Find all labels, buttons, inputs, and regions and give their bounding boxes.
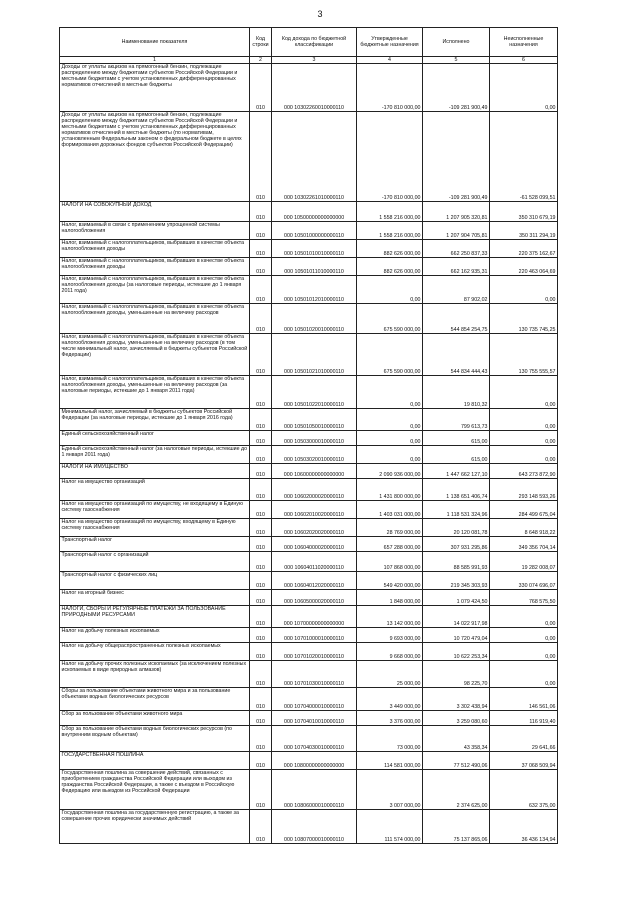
row-code: 010 xyxy=(250,726,272,752)
column-number: 4 xyxy=(357,57,423,64)
row-name: Транспортный налог с организаций xyxy=(60,552,250,572)
table-row xyxy=(60,240,558,258)
row-approved: 9 693 000,00 xyxy=(357,628,423,643)
row-classification-code: 000 10600000000000000 xyxy=(272,464,357,479)
row-approved: 657 288 000,00 xyxy=(357,537,423,552)
row-unexecuted: 0,00 xyxy=(490,661,558,688)
row-unexecuted: 284 499 675,04 xyxy=(490,501,558,519)
row-approved: 28 769 000,00 xyxy=(357,519,423,537)
row-code: 010 xyxy=(250,464,272,479)
table-body xyxy=(60,64,558,844)
row-approved: 3 449 000,00 xyxy=(357,688,423,711)
row-executed: 615,00 xyxy=(423,446,490,464)
row-code: 010 xyxy=(250,688,272,711)
table-row xyxy=(60,112,558,202)
row-code: 010 xyxy=(250,572,272,590)
row-code: 010 xyxy=(250,537,272,552)
row-executed: 19 810,32 xyxy=(423,376,490,409)
row-unexecuted: 0,00 xyxy=(490,431,558,446)
row-approved: 882 626 000,00 xyxy=(357,240,423,258)
row-unexecuted: 0,00 xyxy=(490,376,558,409)
row-approved: 25 000,00 xyxy=(357,661,423,688)
row-name: Единый сельскохозяйственный налог xyxy=(60,431,250,446)
row-code: 010 xyxy=(250,64,272,112)
row-approved: -170 810 000,00 xyxy=(357,112,423,202)
row-approved: 2 090 936 000,00 xyxy=(357,464,423,479)
row-code: 010 xyxy=(250,590,272,606)
row-name: Транспортный налог xyxy=(60,537,250,552)
column-number-row xyxy=(60,57,558,64)
row-approved: 1 431 800 000,00 xyxy=(357,479,423,501)
header-code: Код строки xyxy=(250,28,272,57)
row-executed: 3 259 080,60 xyxy=(423,711,490,726)
row-name: Налог на добычу прочих полезных ископаемых (за исключением полезных ископаемых в виде природных алмазов) xyxy=(60,661,250,688)
row-name: Сбор за пользование объектами водных биологических ресурсов (по внутренним водным объектам) xyxy=(60,726,250,752)
row-approved: 882 626 000,00 xyxy=(357,258,423,276)
row-unexecuted: 116 919,40 xyxy=(490,711,558,726)
table-row xyxy=(60,409,558,431)
table-row xyxy=(60,537,558,552)
row-name: НАЛОГИ НА ИМУЩЕСТВО xyxy=(60,464,250,479)
row-code: 010 xyxy=(250,276,272,304)
row-executed: 10 720 479,04 xyxy=(423,628,490,643)
row-executed: 2 374 625,00 xyxy=(423,770,490,810)
column-number: 5 xyxy=(423,57,490,64)
row-unexecuted: 146 561,06 xyxy=(490,688,558,711)
row-classification-code: 000 10604011020000110 xyxy=(272,552,357,572)
row-code: 010 xyxy=(250,376,272,409)
row-unexecuted: 0,00 xyxy=(490,628,558,643)
table-row xyxy=(60,590,558,606)
row-name: НАЛОГИ НА СОВОКУПНЫЙ ДОХОД xyxy=(60,202,250,222)
row-approved: 549 420 000,00 xyxy=(357,572,423,590)
row-executed: -109 281 900,49 xyxy=(423,112,490,202)
header-name: Наименование показателя xyxy=(60,28,250,57)
row-approved: 3 007 000,00 xyxy=(357,770,423,810)
row-classification-code: 000 10501022010000110 xyxy=(272,376,357,409)
row-classification-code: 000 10602000020000110 xyxy=(272,479,357,501)
row-classification-code: 000 10806000010000110 xyxy=(272,770,357,810)
table-row xyxy=(60,304,558,334)
row-approved: 0,00 xyxy=(357,446,423,464)
row-executed: 1 079 424,50 xyxy=(423,590,490,606)
table-row xyxy=(60,519,558,537)
table-row xyxy=(60,376,558,409)
table-row xyxy=(60,752,558,770)
row-classification-code: 000 10704010010000110 xyxy=(272,711,357,726)
row-code: 010 xyxy=(250,519,272,537)
row-code: 010 xyxy=(250,711,272,726)
row-name: Государственная пошлина за совершение действий, связанных с приобретением гражданства Российской Федерации или выходом из гражданства Российской Федерации, а также с въездом в Российскую Федерацию или выездом из Российской Федерации xyxy=(60,770,250,810)
row-name: НАЛОГИ, СБОРЫ И РЕГУЛЯРНЫЕ ПЛАТЕЖИ ЗА ПОЛЬЗОВАНИЕ ПРИРОДНЫМИ РЕСУРСАМИ xyxy=(60,606,250,628)
row-unexecuted: 0,00 xyxy=(490,446,558,464)
table-row xyxy=(60,726,558,752)
row-approved: 13 142 000,00 xyxy=(357,606,423,628)
column-number: 6 xyxy=(490,57,558,64)
row-name: Налог на имущество организаций по имуществу, входящему в Единую систему газоснабжения xyxy=(60,519,250,537)
row-code: 010 xyxy=(250,501,272,519)
row-approved: 1 558 216 000,00 xyxy=(357,222,423,240)
header-approved: Утвержденные бюджетные назначения xyxy=(357,28,423,57)
row-unexecuted: 0,00 xyxy=(490,276,558,304)
table-row xyxy=(60,770,558,810)
row-executed: 43 358,34 xyxy=(423,726,490,752)
row-unexecuted: 29 641,66 xyxy=(490,726,558,752)
row-executed: 88 585 991,93 xyxy=(423,552,490,572)
row-classification-code: 000 10501050010000110 xyxy=(272,409,357,431)
row-unexecuted: 8 648 918,22 xyxy=(490,519,558,537)
row-unexecuted: 632 375,00 xyxy=(490,770,558,810)
row-classification-code: 000 10503000010000110 xyxy=(272,431,357,446)
row-executed: 1 207 904 705,81 xyxy=(423,222,490,240)
row-name: Налог на добычу общераспространенных полезных ископаемых xyxy=(60,643,250,661)
table-header-row xyxy=(60,28,558,57)
row-code: 010 xyxy=(250,479,272,501)
row-code: 010 xyxy=(250,334,272,376)
table-row xyxy=(60,501,558,519)
row-code: 010 xyxy=(250,240,272,258)
column-number: 1 xyxy=(60,57,250,64)
row-executed: 10 622 253,34 xyxy=(423,643,490,661)
table-row xyxy=(60,431,558,446)
row-approved: 0,00 xyxy=(357,276,423,304)
row-name: Единый сельскохозяйственный налог (за налоговые периоды, истекшие до 1 января 2011 года) xyxy=(60,446,250,464)
row-classification-code: 000 10704030010000110 xyxy=(272,726,357,752)
row-classification-code: 000 10800000000000000 xyxy=(272,752,357,770)
row-executed: 544 834 444,43 xyxy=(423,334,490,376)
row-classification-code: 000 10501011010000110 xyxy=(272,258,357,276)
row-classification-code: 000 10500000000000000 xyxy=(272,202,357,222)
row-approved: -170 810 000,00 xyxy=(357,64,423,112)
row-executed: 615,00 xyxy=(423,431,490,446)
row-unexecuted: 19 282 008,07 xyxy=(490,552,558,572)
row-executed: 307 931 295,86 xyxy=(423,537,490,552)
row-code: 010 xyxy=(250,258,272,276)
table-row xyxy=(60,334,558,376)
row-name: Налог на имущество организаций xyxy=(60,479,250,501)
row-classification-code: 000 10501012010000110 xyxy=(272,276,357,304)
row-approved: 107 868 000,00 xyxy=(357,552,423,572)
row-name: Транспортный налог с физических лиц xyxy=(60,572,250,590)
row-classification-code: 000 10501020010000110 xyxy=(272,304,357,334)
row-unexecuted: 350 310 679,19 xyxy=(490,202,558,222)
row-unexecuted: 130 735 745,25 xyxy=(490,304,558,334)
row-approved: 9 668 000,00 xyxy=(357,643,423,661)
row-executed: 1 207 905 320,81 xyxy=(423,202,490,222)
row-classification-code: 000 10701000010000110 xyxy=(272,628,357,643)
row-name: Налог на игорный бизнес xyxy=(60,590,250,606)
row-classification-code: 000 10501000000000110 xyxy=(272,222,357,240)
row-name: Государственная пошлина за государственную регистрацию, а также за совершение прочих юридически значимых действий xyxy=(60,810,250,844)
row-classification-code: 000 10700000000000000 xyxy=(272,606,357,628)
row-code: 010 xyxy=(250,752,272,770)
row-executed: 3 302 438,94 xyxy=(423,688,490,711)
row-code: 010 xyxy=(250,606,272,628)
row-executed: 1 118 531 324,96 xyxy=(423,501,490,519)
row-executed: 544 854 254,75 xyxy=(423,304,490,334)
table-row xyxy=(60,202,558,222)
row-unexecuted: 37 068 509,94 xyxy=(490,752,558,770)
row-code: 010 xyxy=(250,222,272,240)
row-classification-code: 000 10602020020000110 xyxy=(272,519,357,537)
row-approved: 675 590 000,00 xyxy=(357,334,423,376)
row-executed: 219 345 303,93 xyxy=(423,572,490,590)
row-approved: 0,00 xyxy=(357,431,423,446)
header-executed: Исполнено xyxy=(423,28,490,57)
row-unexecuted: 643 273 872,90 xyxy=(490,464,558,479)
row-name: Налог, взимаемый с налогоплательщиков, выбравших в качестве объекта налогообложения доходы, уменьшенные на величину расходов (за налоговые периоды, истекшие до 1 января 2011 года) xyxy=(60,376,250,409)
row-executed: 1 447 662 127,10 xyxy=(423,464,490,479)
row-name: Налог, взимаемый с налогоплательщиков, выбравших в качестве объекта налогообложения доходы xyxy=(60,258,250,276)
row-code: 010 xyxy=(250,304,272,334)
row-name: Налог, взимаемый с налогоплательщиков, выбравших в качестве объекта налогообложения доходы (за налоговые периоды, истекшие до 1 января 2011 года) xyxy=(60,276,250,304)
row-classification-code: 000 10604012020000110 xyxy=(272,572,357,590)
table-row xyxy=(60,661,558,688)
row-unexecuted: 293 148 593,26 xyxy=(490,479,558,501)
row-executed: 1 138 651 406,74 xyxy=(423,479,490,501)
row-code: 010 xyxy=(250,409,272,431)
table-row xyxy=(60,628,558,643)
row-name: Налог, взимаемый с налогоплательщиков, выбравших в качестве объекта налогообложения доходы xyxy=(60,240,250,258)
row-unexecuted: 36 436 134,94 xyxy=(490,810,558,844)
row-code: 010 xyxy=(250,202,272,222)
row-executed: 20 120 081,78 xyxy=(423,519,490,537)
table-row xyxy=(60,572,558,590)
row-classification-code: 000 10604000020000110 xyxy=(272,537,357,552)
row-classification-code: 000 10701020010000110 xyxy=(272,643,357,661)
row-classification-code: 000 10501021010000110 xyxy=(272,334,357,376)
row-code: 010 xyxy=(250,628,272,643)
row-executed: 77 512 490,06 xyxy=(423,752,490,770)
table-row xyxy=(60,711,558,726)
row-approved: 1 848 000,00 xyxy=(357,590,423,606)
table-row xyxy=(60,552,558,572)
table-row xyxy=(60,643,558,661)
row-approved: 0,00 xyxy=(357,376,423,409)
row-name: Налог на имущество организаций по имуществу, не входящему в Единую систему газоснабжения xyxy=(60,501,250,519)
row-name: Сборы за пользование объектами животного мира и за пользование объектами водных биологических ресурсов xyxy=(60,688,250,711)
row-approved: 1 403 031 000,00 xyxy=(357,501,423,519)
table-row xyxy=(60,688,558,711)
row-executed: 662 250 837,33 xyxy=(423,240,490,258)
column-number: 2 xyxy=(250,57,272,64)
row-name: Минимальный налог, зачисляемый в бюджеты субъектов Российской Федерации (за налоговые периоды, истекшие до 1 января 2016 года) xyxy=(60,409,250,431)
row-code: 010 xyxy=(250,112,272,202)
revenue-table xyxy=(59,27,558,844)
row-executed: 87 902,02 xyxy=(423,276,490,304)
header-classification: Код дохода по бюджетной классификации xyxy=(272,28,357,57)
row-code: 010 xyxy=(250,431,272,446)
row-classification-code: 000 10503020010000110 xyxy=(272,446,357,464)
row-classification-code: 000 10704000010000110 xyxy=(272,688,357,711)
row-code: 010 xyxy=(250,770,272,810)
page-number: 3 xyxy=(317,9,323,19)
row-unexecuted: 0,00 xyxy=(490,64,558,112)
row-name: Налог на добычу полезных ископаемых xyxy=(60,628,250,643)
row-unexecuted: 349 356 704,14 xyxy=(490,537,558,552)
row-name: Сбор за пользование объектами животного мира xyxy=(60,711,250,726)
row-classification-code: 000 10302261010000110 xyxy=(272,112,357,202)
row-approved: 111 574 000,00 xyxy=(357,810,423,844)
row-executed: 799 613,73 xyxy=(423,409,490,431)
row-code: 010 xyxy=(250,446,272,464)
row-name: Налог, взимаемый с налогоплательщиков, выбравших в качестве объекта налогообложения доходы, уменьшенные на величину расходов (в том числе минимальный налог, зачисляемый в бюджеты субъектов Российской Федерации) xyxy=(60,334,250,376)
row-classification-code: 000 10501010010000110 xyxy=(272,240,357,258)
row-code: 010 xyxy=(250,552,272,572)
table-row xyxy=(60,810,558,844)
table-row xyxy=(60,258,558,276)
table-row xyxy=(60,222,558,240)
row-unexecuted: 0,00 xyxy=(490,606,558,628)
row-classification-code: 000 10605000020000110 xyxy=(272,590,357,606)
column-number: 3 xyxy=(272,57,357,64)
row-approved: 1 558 216 000,00 xyxy=(357,202,423,222)
row-approved: 0,00 xyxy=(357,409,423,431)
row-name: Налог, взимаемый с налогоплательщиков, выбравших в качестве объекта налогообложения доходы, уменьшенные на величину расходов xyxy=(60,304,250,334)
row-classification-code: 000 10807000010000110 xyxy=(272,810,357,844)
row-code: 010 xyxy=(250,810,272,844)
row-code: 010 xyxy=(250,643,272,661)
row-classification-code: 000 10701030010000110 xyxy=(272,661,357,688)
row-name: Доходы от уплаты акцизов на прямогонный бензин, подлежащие распределению между бюджетами субъектов Российской Федерации и местными бюджетами с учетом установленных дифференцированных нормативов отчислений в местные бюджеты xyxy=(60,64,250,112)
table-row xyxy=(60,464,558,479)
row-executed: 75 137 865,06 xyxy=(423,810,490,844)
row-approved: 73 000,00 xyxy=(357,726,423,752)
row-code: 010 xyxy=(250,661,272,688)
row-executed: -109 281 900,49 xyxy=(423,64,490,112)
row-classification-code: 000 10302260010000110 xyxy=(272,64,357,112)
row-approved: 675 590 000,00 xyxy=(357,304,423,334)
table-row xyxy=(60,276,558,304)
row-executed: 98 225,70 xyxy=(423,661,490,688)
row-unexecuted: 220 463 064,69 xyxy=(490,258,558,276)
row-unexecuted: 350 311 294,19 xyxy=(490,222,558,240)
row-unexecuted: 220 375 162,67 xyxy=(490,240,558,258)
table-row xyxy=(60,446,558,464)
row-name: Доходы от уплаты акцизов на прямогонный бензин, подлежащие распределению между бюджетами субъектов Российской Федерации и местными бюджетами с учетом установленных дифференцированных нормативов отчислений в местные бюджеты (по нормативам, установленным Федеральным законом о федеральном бюджете в целях формирования дорожных фондов субъектов Российской Федерации) xyxy=(60,112,250,202)
table-row xyxy=(60,479,558,501)
row-unexecuted: 768 575,50 xyxy=(490,590,558,606)
row-executed: 662 162 935,31 xyxy=(423,258,490,276)
row-unexecuted: -61 528 099,51 xyxy=(490,112,558,202)
row-unexecuted: 330 074 696,07 xyxy=(490,572,558,590)
header-unexecuted: Неисполненные назначения xyxy=(490,28,558,57)
row-executed: 14 022 917,98 xyxy=(423,606,490,628)
row-approved: 3 376 000,00 xyxy=(357,711,423,726)
row-unexecuted: 0,00 xyxy=(490,643,558,661)
row-unexecuted: 130 755 555,57 xyxy=(490,334,558,376)
table-row xyxy=(60,64,558,112)
row-unexecuted: 0,00 xyxy=(490,409,558,431)
row-classification-code: 000 10602010020000110 xyxy=(272,501,357,519)
row-name: ГОСУДАРСТВЕННАЯ ПОШЛИНА xyxy=(60,752,250,770)
row-name: Налог, взимаемый в связи с применением упрощенной системы налогообложения xyxy=(60,222,250,240)
table-row xyxy=(60,606,558,628)
row-approved: 114 581 000,00 xyxy=(357,752,423,770)
